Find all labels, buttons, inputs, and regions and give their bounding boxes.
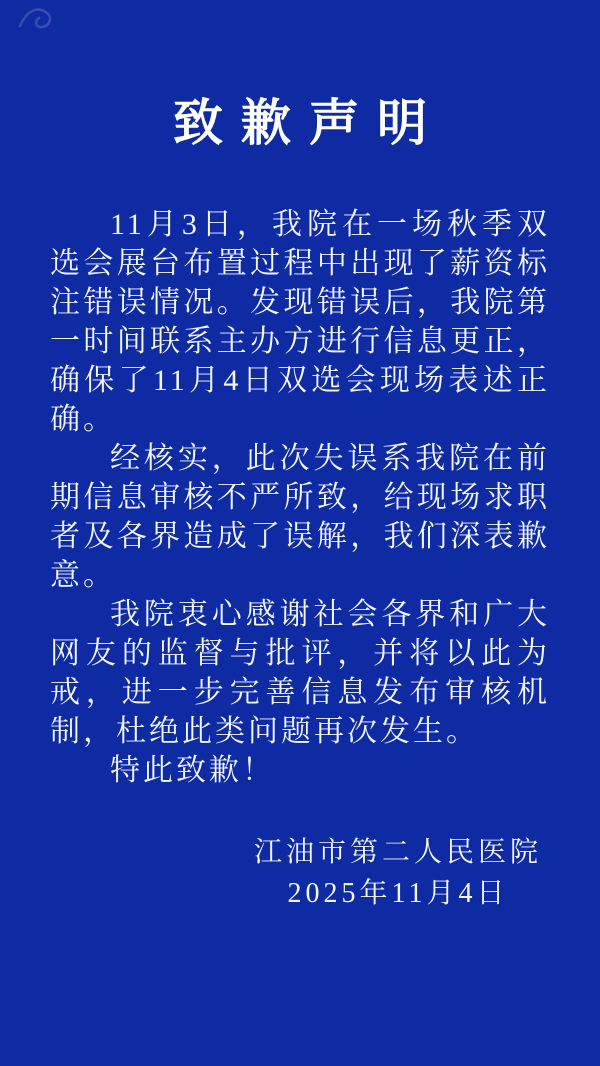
notice-title: 致歉声明 (173, 95, 445, 151)
signature-inner (254, 832, 542, 914)
signature-date: 2025年11月4日 (287, 878, 509, 909)
faint-corner-mark (14, 2, 62, 36)
signature-block (0, 832, 600, 914)
signature-organization: 江油市第二人民医院 (253, 837, 542, 868)
notice-paragraph-2: 经核实，此次失误系我院在前期信息审核不严所致，给现场求职者及各界造成了误解，我们深表歉意。 (50, 442, 550, 592)
notice-body (0, 205, 600, 790)
notice-paragraph-3: 我院衷心感谢社会各界和广大网友的监督与批评，并将以此为戒，进一步完善信息发布审核机制，杜绝此类问题再次发生。 (50, 598, 550, 748)
notice-paragraph-1: 11月3日，我院在一场秋季双选会展台布置过程中出现了薪资标注错误情况。发现错误后，我院第一时间联系主办方进行信息更正，确保了11月4日双选会现场表述正确。 (50, 208, 550, 436)
notice-closing-line: 特此致歉！ (110, 754, 275, 787)
